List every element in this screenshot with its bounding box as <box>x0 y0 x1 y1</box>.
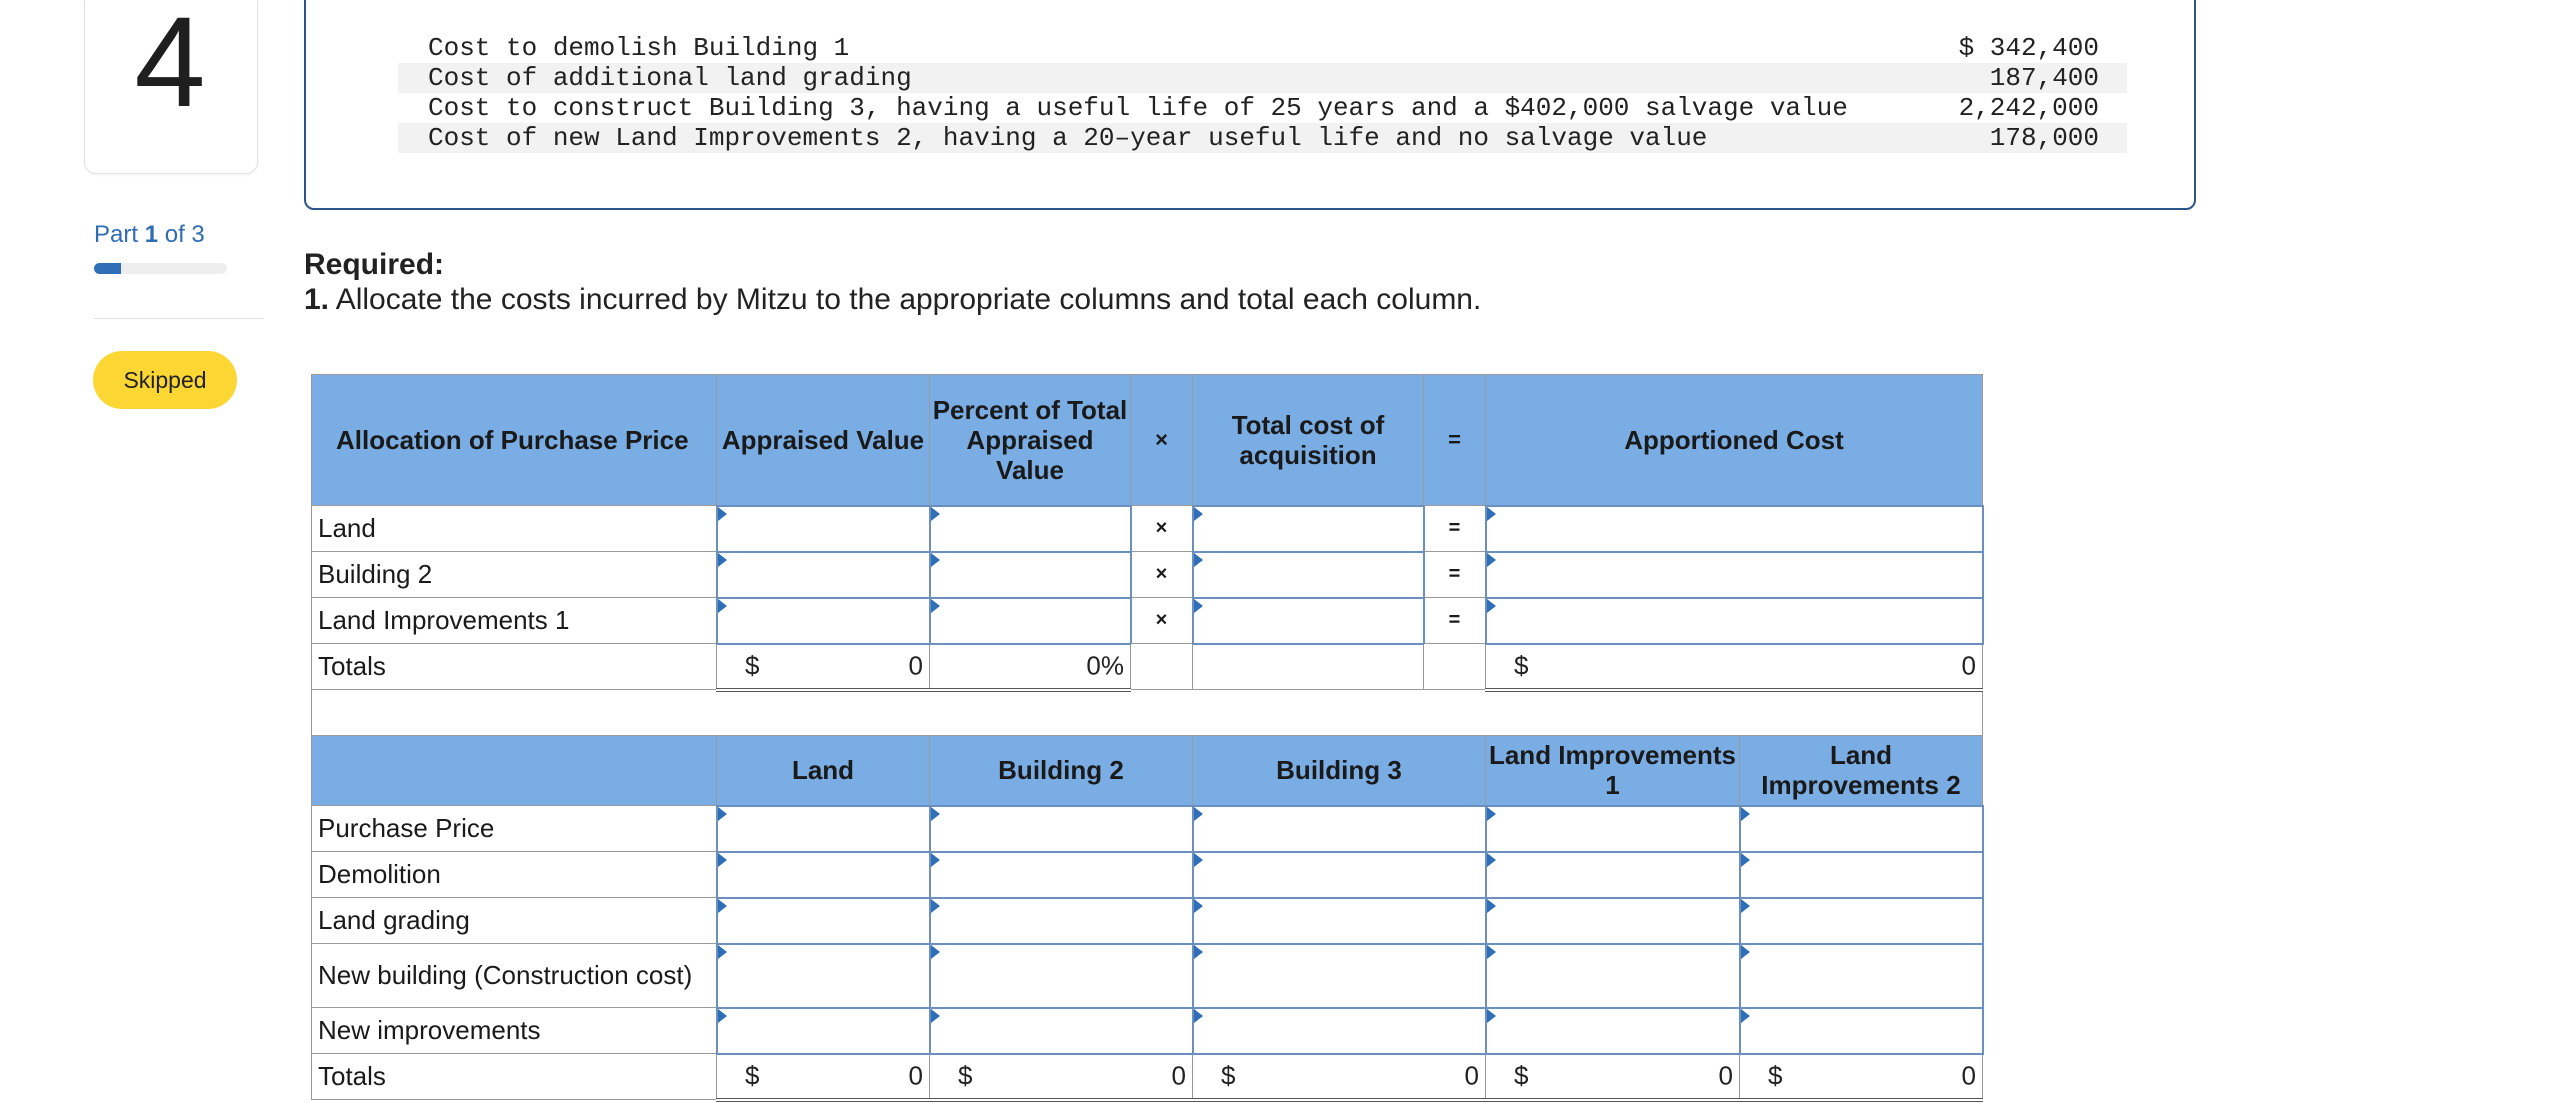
appraised-value-input[interactable] <box>717 506 930 552</box>
currency-sign: $ <box>1768 1060 1783 1091</box>
building-3-input[interactable] <box>1193 898 1486 944</box>
building-3-total-value: 0 <box>1464 1060 1479 1091</box>
appraised-value-header: Appraised Value <box>717 375 930 506</box>
currency-sign: $ <box>1514 650 1529 681</box>
part-current: 1 <box>144 221 159 248</box>
cost-row <box>398 63 2127 93</box>
land-total-value: 0 <box>908 1060 923 1091</box>
part-progress-bar <box>94 263 227 274</box>
allocation-totals-row <box>312 644 1983 690</box>
equals-header: = <box>1424 375 1486 506</box>
skipped-badge[interactable]: Skipped <box>93 351 237 409</box>
currency-sign: $ <box>958 1060 973 1091</box>
land-improvements-2-input[interactable] <box>1740 898 1983 944</box>
allocation-row <box>312 552 1983 598</box>
land-improvements-2-input[interactable] <box>1740 1008 1983 1054</box>
times-header: × <box>1131 375 1193 506</box>
col-header-land-improvements-2: Land Improvements 2 <box>1740 736 1983 806</box>
times-sign: × <box>1131 598 1193 644</box>
land-input[interactable] <box>717 898 930 944</box>
required-text: Allocate the costs incurred by Mitzu to the appropriate columns and total each column. <box>335 283 1482 316</box>
cost-label: Cost of new Land Improvements 2, having a 20–year useful life and no salvage value <box>428 123 1708 153</box>
percent-total-value: 0% <box>1086 650 1124 681</box>
building-2-input[interactable] <box>930 944 1193 1008</box>
appraised-value-input[interactable] <box>717 552 930 598</box>
times-sign: × <box>1131 506 1193 552</box>
divider <box>94 318 264 319</box>
land-input[interactable] <box>717 1008 930 1054</box>
cost-row <box>312 1008 1983 1054</box>
cost-label: Cost to demolish Building 1 <box>428 33 850 63</box>
building-3-input[interactable] <box>1193 944 1486 1008</box>
cost-totals-row <box>312 1054 1983 1100</box>
total-cost-header: Total cost of acquisition <box>1193 375 1424 506</box>
cost-label: Cost to construct Building 3, having a useful life of 25 years and a $402,000 salvage value <box>428 93 1848 123</box>
currency-sign: $ <box>1221 1060 1236 1091</box>
building-3-input[interactable] <box>1193 806 1486 852</box>
equals-sign: = <box>1424 506 1486 552</box>
land-improvements-1-total-value: 0 <box>1718 1060 1733 1091</box>
percent-input[interactable] <box>930 506 1131 552</box>
cost-amount: 2,242,000 <box>1958 93 2099 123</box>
land-improvements-1-input[interactable] <box>1486 852 1740 898</box>
apportioned-cost-input[interactable] <box>1486 598 1983 644</box>
apportioned-total <box>1486 644 1983 690</box>
equals-sign: = <box>1424 598 1486 644</box>
apportioned-total-value: 0 <box>1961 650 1976 681</box>
row-label: Land <box>312 506 717 552</box>
cost-row <box>398 33 2127 63</box>
land-input[interactable] <box>717 806 930 852</box>
building-3-input[interactable] <box>1193 1008 1486 1054</box>
totals-label: Totals <box>312 644 717 690</box>
apportioned-cost-header: Apportioned Cost <box>1486 375 1983 506</box>
apportioned-cost-input[interactable] <box>1486 506 1983 552</box>
row-label: Land grading <box>312 898 717 944</box>
section-spacer <box>312 690 1983 736</box>
empty-cell <box>1424 644 1486 690</box>
land-improvements-2-total <box>1740 1054 1983 1100</box>
cost-row <box>312 944 1983 1008</box>
empty-cell <box>1131 644 1193 690</box>
appraised-total <box>717 644 930 690</box>
cost-amount: $ 342,400 <box>1958 33 2099 63</box>
total-cost-input[interactable] <box>1193 506 1424 552</box>
part-of: of 3 <box>164 221 205 248</box>
land-improvements-1-total <box>1486 1054 1740 1100</box>
col-header-building-3: Building 3 <box>1193 736 1486 806</box>
land-improvements-1-input[interactable] <box>1486 898 1740 944</box>
appraised-value-input[interactable] <box>717 598 930 644</box>
land-improvements-1-input[interactable] <box>1486 1008 1740 1054</box>
times-sign: × <box>1131 552 1193 598</box>
cost-amount: 178,000 <box>1989 123 2099 153</box>
empty-cell <box>1193 644 1424 690</box>
cost-amount: 187,400 <box>1989 63 2099 93</box>
row-label: Purchase Price <box>312 806 717 852</box>
building-2-input[interactable] <box>930 852 1193 898</box>
allocation-header-label: Allocation of Purchase Price <box>312 375 717 506</box>
currency-sign: $ <box>745 650 760 681</box>
required-heading: Required: <box>304 248 445 281</box>
currency-sign: $ <box>745 1060 760 1091</box>
percent-total <box>930 644 1131 690</box>
percent-input[interactable] <box>930 598 1131 644</box>
cost-row <box>312 898 1983 944</box>
allocation-worksheet <box>311 374 1984 1102</box>
land-improvements-1-input[interactable] <box>1486 944 1740 1008</box>
col-header-land: Land <box>717 736 930 806</box>
building-3-total <box>1193 1054 1486 1100</box>
cost-row <box>398 93 2127 123</box>
row-label: Building 2 <box>312 552 717 598</box>
cost-label: Cost of additional land grading <box>428 63 912 93</box>
cost-data-panel <box>304 0 2196 210</box>
land-improvements-2-total-value: 0 <box>1961 1060 1976 1091</box>
building-2-input[interactable] <box>930 898 1193 944</box>
building-2-total-value: 0 <box>1171 1060 1186 1091</box>
col-header-land-improvements-1: Land Improvements 1 <box>1486 736 1740 806</box>
row-label: Demolition <box>312 852 717 898</box>
cost-row <box>398 123 2127 153</box>
allocation-row <box>312 598 1983 644</box>
cost-row <box>312 852 1983 898</box>
land-input[interactable] <box>717 944 930 1008</box>
part-indicator <box>94 221 205 249</box>
building-3-input[interactable] <box>1193 852 1486 898</box>
land-improvements-2-input[interactable] <box>1740 944 1983 1008</box>
part-progress-fill <box>94 263 121 274</box>
required-number: 1. <box>304 283 330 316</box>
land-total <box>717 1054 930 1100</box>
col-header-building-2: Building 2 <box>930 736 1193 806</box>
appraised-total-value: 0 <box>908 650 923 681</box>
percent-input[interactable] <box>930 552 1131 598</box>
row-label: New building (Construction cost) <box>312 944 717 1008</box>
percent-header: Percent of Total Appraised Value <box>930 375 1131 506</box>
cost-header-blank <box>312 736 717 806</box>
currency-sign: $ <box>1514 1060 1529 1091</box>
cost-row <box>312 806 1983 852</box>
total-cost-input[interactable] <box>1193 552 1424 598</box>
total-cost-input[interactable] <box>1193 598 1424 644</box>
land-improvements-2-input[interactable] <box>1740 852 1983 898</box>
row-label: Land Improvements 1 <box>312 598 717 644</box>
required-instruction <box>304 283 1481 317</box>
totals-label: Totals <box>312 1054 717 1100</box>
row-label: New improvements <box>312 1008 717 1054</box>
land-improvements-2-input[interactable] <box>1740 806 1983 852</box>
land-improvements-1-input[interactable] <box>1486 806 1740 852</box>
question-number: 4 <box>134 0 206 134</box>
apportioned-cost-input[interactable] <box>1486 552 1983 598</box>
part-prefix: Part <box>94 221 139 248</box>
building-2-input[interactable] <box>930 806 1193 852</box>
building-2-total <box>930 1054 1193 1100</box>
allocation-row <box>312 506 1983 552</box>
equals-sign: = <box>1424 552 1486 598</box>
building-2-input[interactable] <box>930 1008 1193 1054</box>
land-input[interactable] <box>717 852 930 898</box>
